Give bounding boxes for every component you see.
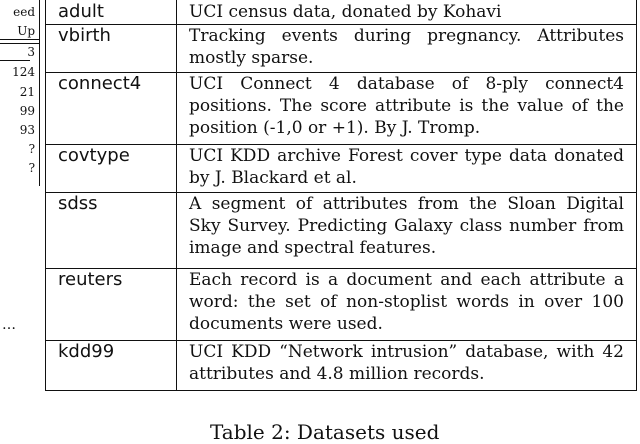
dataset-name: sdss xyxy=(46,193,177,269)
table-row xyxy=(46,193,637,269)
table-row xyxy=(46,341,637,391)
dataset-name: connect4 xyxy=(46,73,177,145)
left-value: 21 xyxy=(19,85,35,99)
dataset-description: A segment of attributes from the Sloan Digital Sky Survey. Predicting Galaxy class number from image and spectral features. xyxy=(177,193,637,269)
dataset-description: UCI Connect 4 database of 8-ply connect4 positions. The score attribute is the value of the position (-1,0 or +1). By J. Tromp. xyxy=(177,73,637,145)
left-header-line-1: eed xyxy=(13,5,35,19)
left-value: 93 xyxy=(19,123,35,137)
dataset-description: Each record is a document and each attribute a word: the set of non-stoplist words in over 100 documents were used. xyxy=(177,269,637,341)
left-value: 3 xyxy=(27,45,35,59)
table-row xyxy=(46,73,637,145)
table-row xyxy=(46,0,637,25)
margin-mark: … xyxy=(2,317,16,333)
left-value: ? xyxy=(28,142,35,156)
dataset-name: kdd99 xyxy=(46,341,177,391)
left-value: ? xyxy=(28,161,35,175)
dataset-description: UCI KDD “Network intrusion” database, with 42 attributes and 4.8 million records. xyxy=(177,341,637,391)
datasets-table xyxy=(45,0,637,391)
dataset-name: adult xyxy=(46,0,177,25)
table-caption: Table 2: Datasets used xyxy=(210,420,440,444)
dataset-description: Tracking events during pregnancy. Attributes mostly sparse. xyxy=(177,25,637,73)
left-value: 124 xyxy=(12,65,35,79)
left-rule xyxy=(0,39,40,40)
left-rule xyxy=(0,60,30,61)
left-table-fragment xyxy=(0,0,40,186)
table-row xyxy=(46,269,637,341)
dataset-name: reuters xyxy=(46,269,177,341)
left-header-line-2: Up xyxy=(17,24,35,38)
table-row xyxy=(46,145,637,193)
left-rule xyxy=(0,43,40,44)
dataset-name: vbirth xyxy=(46,25,177,73)
dataset-description: UCI KDD archive Forest cover type data donated by J. Blackard et al. xyxy=(177,145,637,193)
left-value: 99 xyxy=(19,104,35,118)
table-row xyxy=(46,25,637,73)
dataset-description: UCI census data, donated by Kohavi xyxy=(177,0,637,25)
dataset-name: covtype xyxy=(46,145,177,193)
